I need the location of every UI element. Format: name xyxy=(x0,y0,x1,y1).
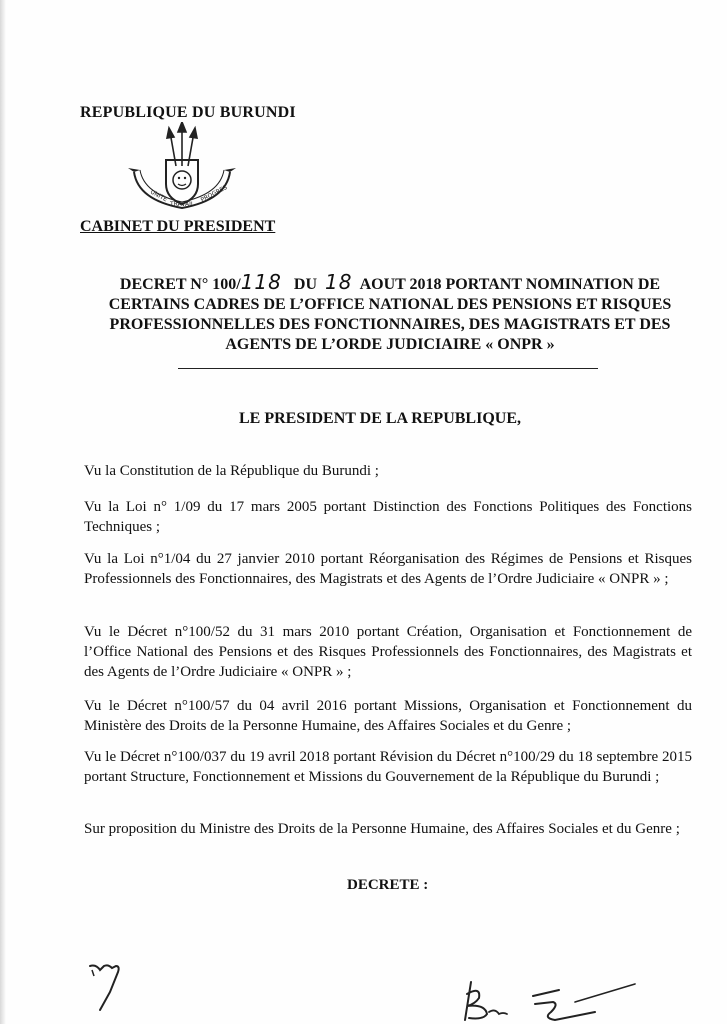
svg-text:TRAVAIL: TRAVAIL xyxy=(170,201,195,208)
decree-title-line-3: PROFESSIONNELLES DES FONCTIONNAIRES, DES MAGISTRATS ET DES xyxy=(109,316,671,333)
decrete-heading: DECRETE : xyxy=(347,877,429,893)
decree-day-handwritten: 18 xyxy=(325,270,353,294)
burundi-coat-of-arms-emblem xyxy=(126,122,238,214)
decree-title xyxy=(70,272,710,355)
consideration-loi-1-04: Vu la Loi n°1/04 du 27 janvier 2010 portant Réorganisation des Régimes de Pensions et Risques Professionnels des Fonctionnaires, des Magistrats et des Agents de l’Ordre Judiciaire « ONPR » ; xyxy=(84,551,692,587)
consideration-decret-100-52: Vu le Décret n°100/52 du 31 mars 2010 portant Création, Organisation et Fonctionnement de l’Office National des Pensions et des Risques Professionnels des Fonctionnaires, des Magistrats et des Agents de l’Ordre Judiciaire « ONPR » ; xyxy=(84,624,692,680)
country-heading: REPUBLIQUE DU BURUNDI xyxy=(80,104,296,121)
cabinet-heading: CABINET DU PRESIDENT xyxy=(80,218,276,235)
svg-text:UNITE: UNITE xyxy=(149,188,169,204)
president-heading: LE PRESIDENT DE LA REPUBLIQUE, xyxy=(239,410,521,427)
consideration-decret-100-57: Vu le Décret n°100/57 du 04 avril 2016 portant Missions, Organisation et Fonctionnement du Ministère des Droits de la Personne Humaine, des Affaires Sociales et du Genre ; xyxy=(84,698,692,734)
decree-title-line-2: CERTAINS CADRES DE L’OFFICE NATIONAL DES PENSIONS ET RISQUES xyxy=(108,296,672,313)
president-signature xyxy=(455,972,655,1024)
scan-edge-shadow xyxy=(0,0,6,1024)
decree-du-label: DU xyxy=(293,276,317,293)
decree-title-line-1 xyxy=(70,272,710,295)
title-separator-rule xyxy=(178,368,598,369)
decree-number-prefix: DECRET N° 100/ xyxy=(119,276,241,293)
decree-title-line-4: AGENTS DE L’ORDE JUDICIAIRE « ONPR » xyxy=(225,336,555,353)
consideration-loi-1-09: Vu la Loi n° 1/09 du 17 mars 2005 portant Distinction des Fonctions Politiques des Fonctions Techniques ; xyxy=(84,499,692,535)
decree-title-line-1-rest: AOUT 2018 PORTANT NOMINATION DE xyxy=(359,276,661,293)
consideration-decret-100-037: Vu le Décret n°100/037 du 19 avril 2018 portant Révision du Décret n°100/29 du 18 septembre 2015 portant Structure, Fonctionnement et Missions du Gouvernement de la République du Burundi ; xyxy=(84,749,692,785)
consideration-constitution: Vu la Constitution de la République du Burundi ; xyxy=(84,463,379,479)
consideration-proposition: Sur proposition du Ministre des Droits de la Personne Humaine, des Affaires Sociales et du Genre ; xyxy=(84,821,680,837)
decree-number-handwritten: 118 xyxy=(240,270,282,294)
svg-text:PROGRES: PROGRES xyxy=(199,183,229,204)
initials-paraph xyxy=(86,962,126,1012)
